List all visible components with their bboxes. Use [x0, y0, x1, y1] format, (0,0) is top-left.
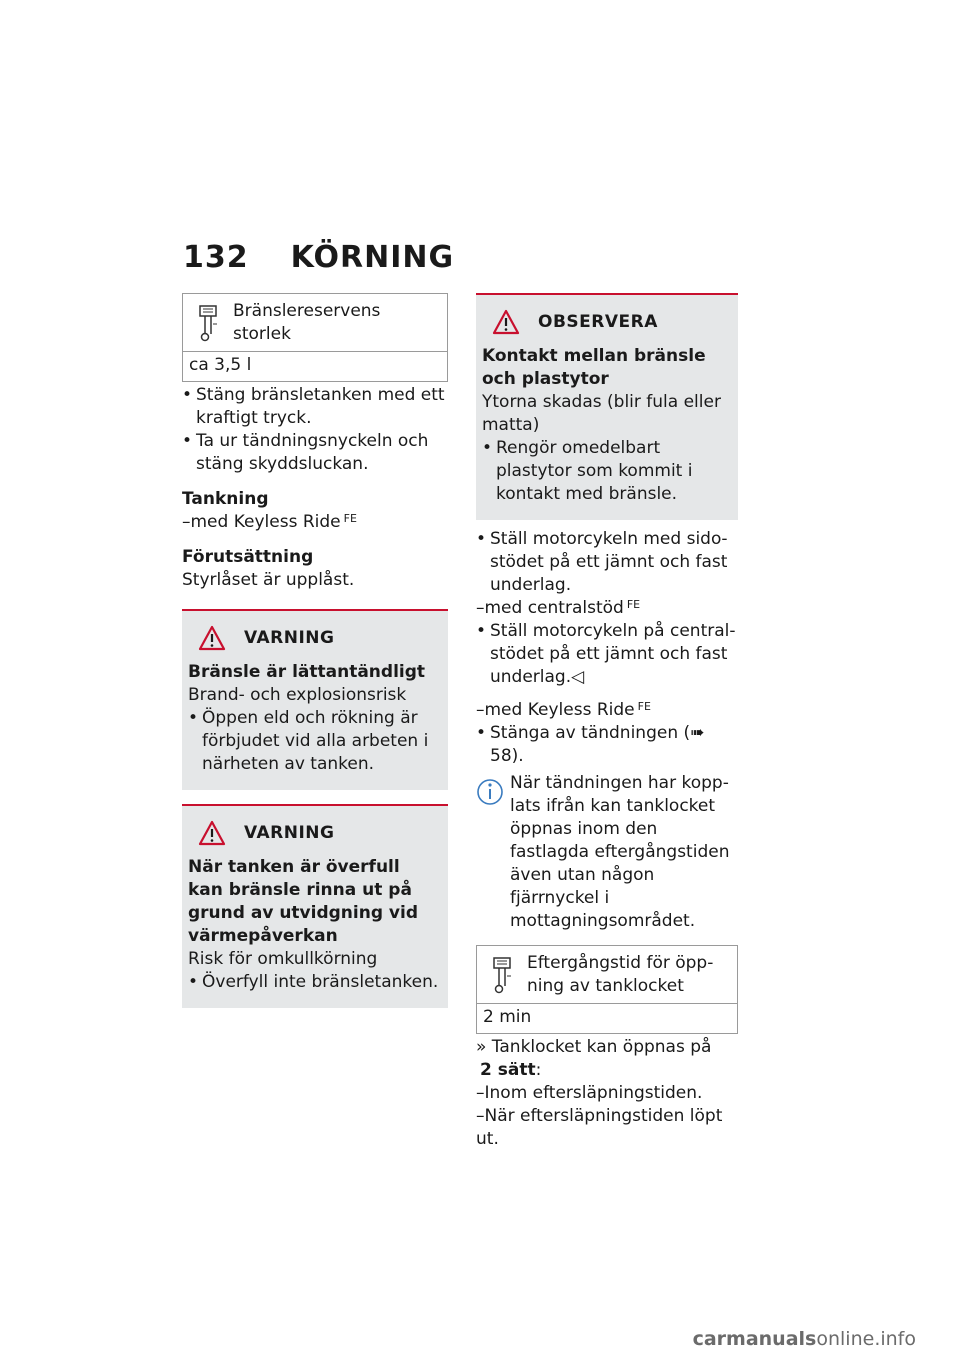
warning-triangle-icon	[198, 820, 226, 846]
warning-triangle-icon	[198, 625, 226, 651]
spec-value: ca 3,5 l	[189, 355, 252, 375]
option-item: –Inom eftersläpningstiden.	[476, 1083, 703, 1103]
list-item: • Ta ur tändningsnyckeln och stäng skyddsluckan.	[182, 430, 448, 476]
info-text: När tändningen har kopplats ifrån kan tanklocket öppnas inom den fastlagda eftergångstiden även utan någon fjärrnyckel i mottagningsområdet.	[510, 773, 730, 931]
chapter-title: KÖRNING	[290, 240, 455, 275]
watermark	[693, 1328, 916, 1350]
option-item: –När eftersläpningstiden löpt ut.	[476, 1106, 723, 1149]
warning-text: Risk för omkullkörning	[188, 949, 378, 969]
warning-box-flammable	[182, 609, 448, 790]
gauge-icon	[491, 956, 513, 996]
watermark-brand: carmanuals	[692, 1328, 817, 1350]
warning-title: VARNING	[244, 822, 335, 843]
prereq-text: Styrlåset är upplåst.	[182, 570, 355, 590]
warning-box-overfill	[182, 804, 448, 1008]
info-note	[476, 772, 738, 933]
spec-label: Bränslereservens storlek	[233, 301, 381, 344]
fe-mark: FE	[637, 700, 651, 713]
condition-keyless: –med Keyless Ride $^{FE}$	[476, 700, 651, 720]
left-column	[182, 293, 448, 1008]
info-icon	[476, 772, 504, 812]
fe-mark: FE	[626, 598, 641, 611]
spec-value: 2 min	[483, 1007, 532, 1027]
notice-text: Ytorna skadas (blir fula eller matta)	[482, 392, 721, 435]
condition-centralstand: –med centralstöd $^{FE}$	[476, 598, 641, 618]
notice-bullet: • Rengör omedelbart plastytor som kommit i kontakt med bränsle.	[482, 437, 730, 506]
condition-keyless: –med Keyless Ride $^{FE}$	[182, 512, 357, 532]
list-item: • Ställ motorcykeln på centralstödet på ett jämnt och fast underlag.◁	[476, 620, 738, 689]
spec-label: Eftergångstid för öppning av tanklocket	[527, 953, 714, 996]
notice-heading: Kontakt mellan bränsle och plastytor	[482, 346, 706, 389]
warning-title: VARNING	[244, 627, 335, 648]
warning-bullet: • Överfyll inte bränsletanken.	[188, 971, 440, 994]
list-item: • Ställ motorcykeln med sidostödet på ett jämnt och fast underlag.	[476, 528, 738, 597]
spec-box-afterrun	[476, 945, 738, 1034]
list-item: • Stänga av tändningen (➠ 58).	[476, 722, 738, 768]
section-title-tanking: Tankning	[182, 489, 269, 509]
result-line: » Tanklocket kan öppnas på 2 sätt:	[476, 1037, 712, 1080]
watermark-suffix: online.info	[816, 1328, 916, 1350]
page-header	[183, 240, 454, 275]
notice-title: OBSERVERA	[538, 311, 658, 332]
notice-box	[476, 293, 738, 520]
warning-text: Brand- och explosionsrisk	[188, 685, 407, 705]
right-column	[476, 293, 738, 1151]
warning-bullet: • Öppen eld och rökning är förbjudet vid alla arbeten i närheten av tanken.	[188, 707, 440, 776]
notice-triangle-icon	[492, 309, 520, 335]
spec-box-fuel-reserve	[182, 293, 448, 382]
gauge-icon	[197, 304, 219, 344]
fe-mark: FE	[343, 512, 357, 525]
warning-heading: Bränsle är lättantändligt	[188, 662, 426, 682]
warning-heading: När tanken är överfull kan bränsle rinna ut på grund av utvidgning vid värmepåverkan	[188, 857, 418, 946]
list-item: • Stäng bränsletanken med ett kraftigt tryck.	[182, 384, 448, 430]
prereq-title: Förutsättning	[182, 547, 314, 567]
page-number: 132	[183, 240, 249, 275]
